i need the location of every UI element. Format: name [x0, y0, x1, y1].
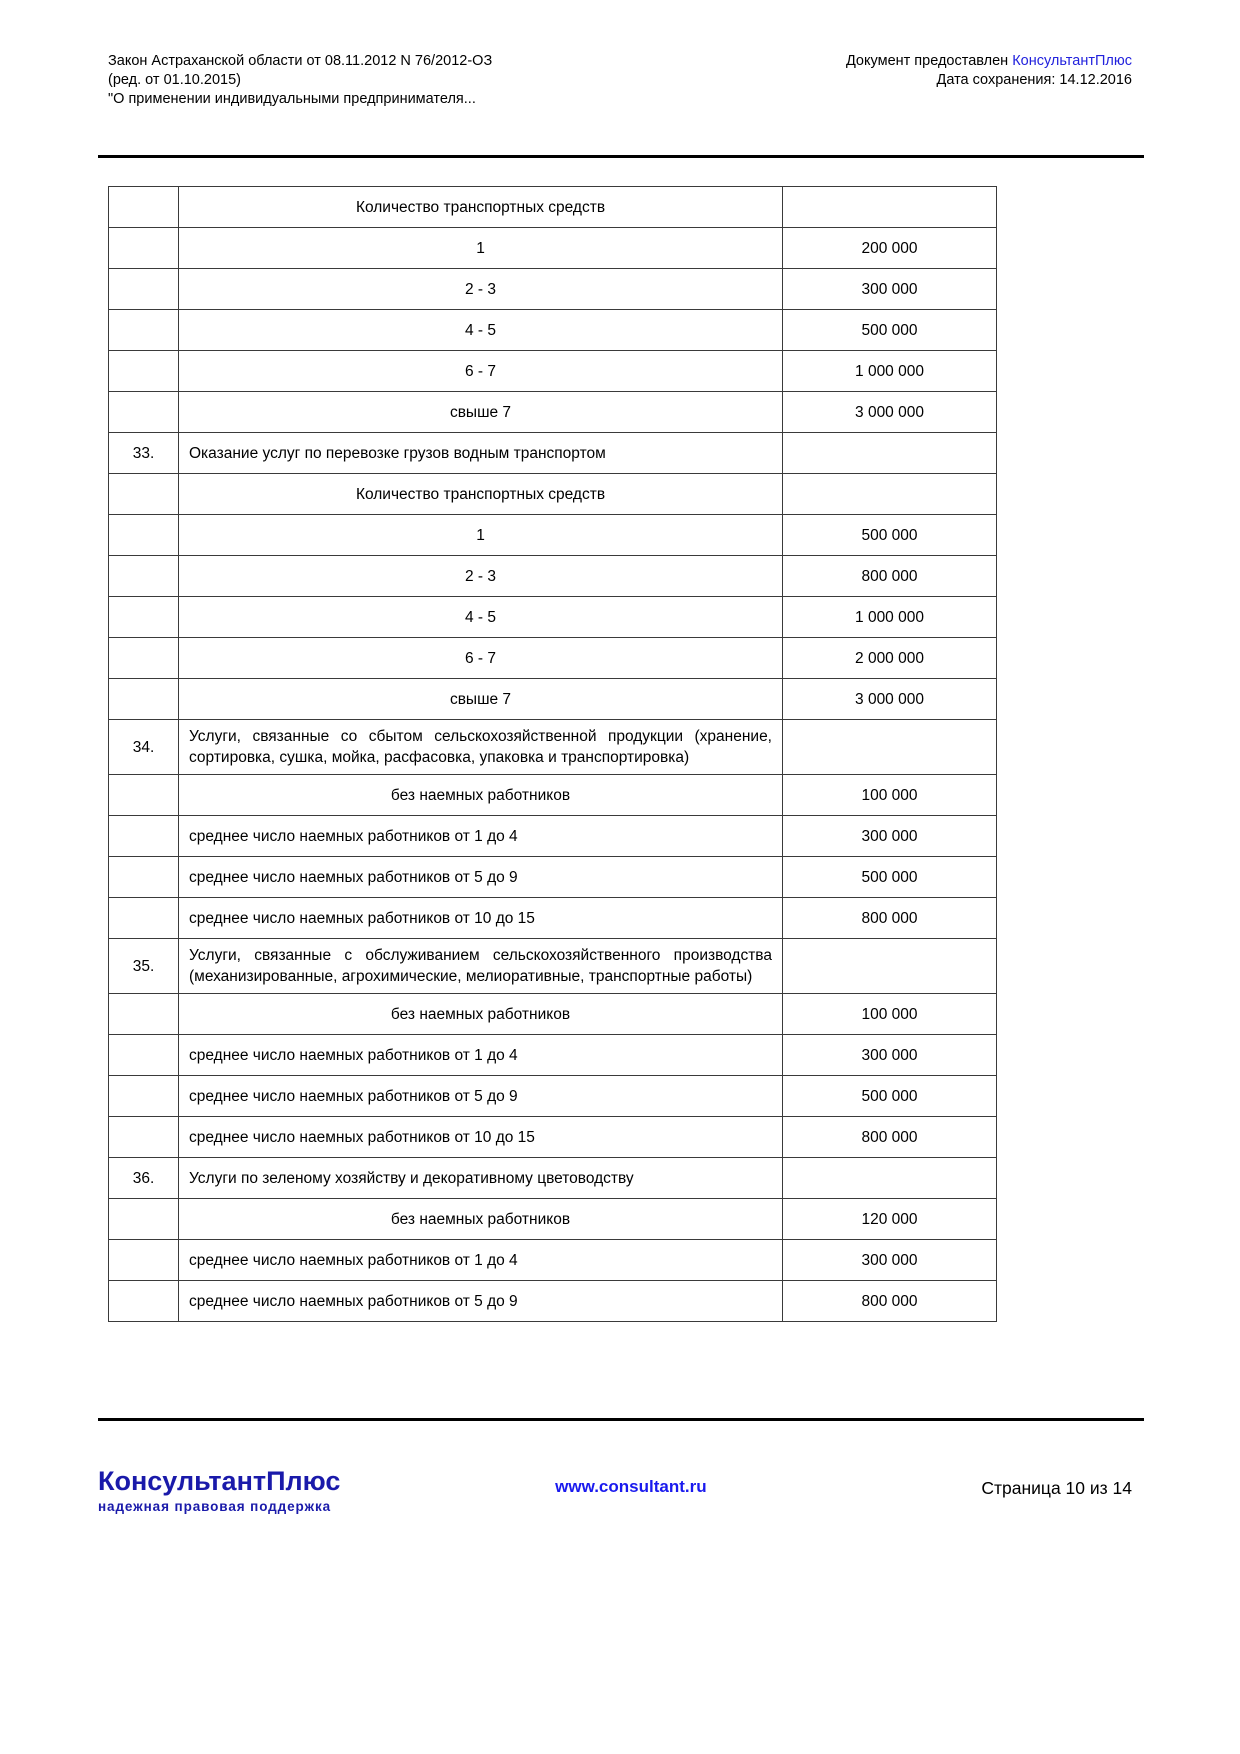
row-description-cell: Количество транспортных средств: [179, 187, 783, 228]
row-number-cell: [109, 515, 179, 556]
row-value-cell: 1 000 000: [783, 597, 997, 638]
row-value-cell: 500 000: [783, 1076, 997, 1117]
provided-by-label: Документ предоставлен: [845, 53, 1013, 69]
row-value-cell: 300 000: [783, 816, 997, 857]
table-row: [109, 187, 997, 228]
rates-table-container: [108, 186, 996, 1322]
row-description-cell: среднее число наемных работников от 1 до 4: [179, 1240, 783, 1281]
row-description-cell: 2 - 3: [179, 269, 783, 310]
table-row: [109, 433, 997, 474]
row-number-cell: [109, 310, 179, 351]
document-source-block: [846, 52, 1132, 90]
logo-wordmark: КонсультантПлюс: [98, 1466, 341, 1496]
document-title-line-3: "О применении индивидуальными предпринимателя...: [108, 91, 476, 107]
row-description-cell: 6 - 7: [179, 638, 783, 679]
row-value-cell: 100 000: [783, 775, 997, 816]
row-number-cell: [109, 1199, 179, 1240]
saved-date: Дата сохранения: 14.12.2016: [936, 72, 1132, 88]
table-row: [109, 556, 997, 597]
row-description-cell: Оказание услуг по перевозке грузов водным транспортом: [179, 433, 783, 474]
row-description-cell: свыше 7: [179, 679, 783, 720]
row-number-cell: [109, 474, 179, 515]
row-value-cell: 500 000: [783, 515, 997, 556]
row-number-cell: [109, 994, 179, 1035]
row-description-cell: свыше 7: [179, 392, 783, 433]
row-value-cell: 100 000: [783, 994, 997, 1035]
row-number-cell: [109, 857, 179, 898]
row-value-cell: 120 000: [783, 1199, 997, 1240]
row-description-cell: среднее число наемных работников от 1 до 4: [179, 816, 783, 857]
row-number-cell: [109, 556, 179, 597]
row-number-cell: [109, 898, 179, 939]
table-row: [109, 898, 997, 939]
row-description-cell: без наемных работников: [179, 994, 783, 1035]
rates-table-body: [109, 187, 997, 1322]
provided-by-line: [846, 52, 1132, 71]
table-row: [109, 679, 997, 720]
row-description-cell: среднее число наемных работников от 1 до 4: [179, 1035, 783, 1076]
row-description-cell: среднее число наемных работников от 5 до 9: [179, 1076, 783, 1117]
table-row: [109, 638, 997, 679]
row-value-cell: [783, 433, 997, 474]
rates-table: [108, 186, 997, 1322]
table-row: [109, 269, 997, 310]
row-value-cell: 300 000: [783, 1240, 997, 1281]
row-value-cell: [783, 939, 997, 994]
table-row: [109, 392, 997, 433]
table-row: [109, 1240, 997, 1281]
table-row: [109, 351, 997, 392]
table-row: [109, 1076, 997, 1117]
table-row: [109, 1199, 997, 1240]
row-number-cell: [109, 679, 179, 720]
row-value-cell: [783, 474, 997, 515]
row-value-cell: 500 000: [783, 310, 997, 351]
row-number-cell: [109, 1035, 179, 1076]
row-description-cell: среднее число наемных работников от 10 до 15: [179, 1117, 783, 1158]
page-number-label: Страница 10 из 14: [981, 1478, 1132, 1498]
table-row: [109, 474, 997, 515]
row-description-cell: среднее число наемных работников от 10 до 15: [179, 898, 783, 939]
row-number-cell: [109, 1281, 179, 1322]
consultant-plus-brand-link[interactable]: КонсультантПлюс: [1012, 53, 1132, 69]
page-footer: [0, 1468, 1240, 1514]
row-description-cell: Услуги, связанные со сбытом сельскохозяйственной продукции (хранение, сортировка, сушка, мойка, расфасовка, упаковка и транспортировка): [179, 720, 783, 775]
consultant-website-link[interactable]: www.consultant.ru: [555, 1477, 707, 1496]
row-value-cell: 300 000: [783, 269, 997, 310]
table-row: [109, 994, 997, 1035]
row-number-cell: [109, 392, 179, 433]
document-title-line-1: Закон Астраханской области от 08.11.2012 N 76/2012-ОЗ: [108, 53, 493, 69]
row-value-cell: 800 000: [783, 1281, 997, 1322]
document-title-block: [108, 52, 492, 109]
table-row: [109, 775, 997, 816]
table-row: [109, 228, 997, 269]
row-description-cell: 1: [179, 515, 783, 556]
row-number-cell: [109, 597, 179, 638]
row-value-cell: 200 000: [783, 228, 997, 269]
row-value-cell: 500 000: [783, 857, 997, 898]
consultant-plus-logo: [98, 1468, 340, 1514]
row-description-cell: Количество транспортных средств: [179, 474, 783, 515]
table-row: [109, 310, 997, 351]
row-value-cell: 800 000: [783, 898, 997, 939]
row-description-cell: Услуги, связанные с обслуживанием сельскохозяйственного производства (механизированные, агрохимические, мелиоративные, транспортные работы): [179, 939, 783, 994]
footer-divider-rule: [98, 1418, 1144, 1421]
row-value-cell: 1 000 000: [783, 351, 997, 392]
row-number-cell: 34.: [109, 720, 179, 775]
row-description-cell: 2 - 3: [179, 556, 783, 597]
page-header: [0, 52, 1240, 109]
row-number-cell: [109, 228, 179, 269]
table-row: [109, 816, 997, 857]
row-description-cell: без наемных работников: [179, 775, 783, 816]
row-number-cell: [109, 1076, 179, 1117]
row-description-cell: 6 - 7: [179, 351, 783, 392]
table-row: [109, 857, 997, 898]
table-row: [109, 1281, 997, 1322]
table-row: [109, 597, 997, 638]
row-description-cell: без наемных работников: [179, 1199, 783, 1240]
row-number-cell: [109, 775, 179, 816]
row-value-cell: 3 000 000: [783, 679, 997, 720]
table-row: [109, 1117, 997, 1158]
row-number-cell: [109, 351, 179, 392]
row-description-cell: 1: [179, 228, 783, 269]
row-number-cell: 33.: [109, 433, 179, 474]
row-number-cell: 35.: [109, 939, 179, 994]
row-number-cell: [109, 1240, 179, 1281]
row-number-cell: 36.: [109, 1158, 179, 1199]
row-description-cell: 4 - 5: [179, 597, 783, 638]
row-number-cell: [109, 816, 179, 857]
header-divider-rule: [98, 155, 1144, 158]
row-value-cell: [783, 1158, 997, 1199]
row-number-cell: [109, 1117, 179, 1158]
row-value-cell: [783, 187, 997, 228]
row-value-cell: 800 000: [783, 1117, 997, 1158]
row-value-cell: 3 000 000: [783, 392, 997, 433]
row-value-cell: [783, 720, 997, 775]
table-row: [109, 1158, 997, 1199]
row-description-cell: среднее число наемных работников от 5 до 9: [179, 1281, 783, 1322]
table-row: [109, 939, 997, 994]
document-title-line-2: (ред. от 01.10.2015): [108, 72, 241, 88]
row-value-cell: 800 000: [783, 556, 997, 597]
row-description-cell: 4 - 5: [179, 310, 783, 351]
table-row: [109, 515, 997, 556]
row-number-cell: [109, 638, 179, 679]
row-description-cell: Услуги по зеленому хозяйству и декоративному цветоводству: [179, 1158, 783, 1199]
row-number-cell: [109, 187, 179, 228]
table-row: [109, 1035, 997, 1076]
logo-tagline: надежная правовая поддержка: [98, 1499, 332, 1514]
row-number-cell: [109, 269, 179, 310]
table-row: [109, 720, 997, 775]
row-value-cell: 300 000: [783, 1035, 997, 1076]
row-description-cell: среднее число наемных работников от 5 до 9: [179, 857, 783, 898]
row-value-cell: 2 000 000: [783, 638, 997, 679]
